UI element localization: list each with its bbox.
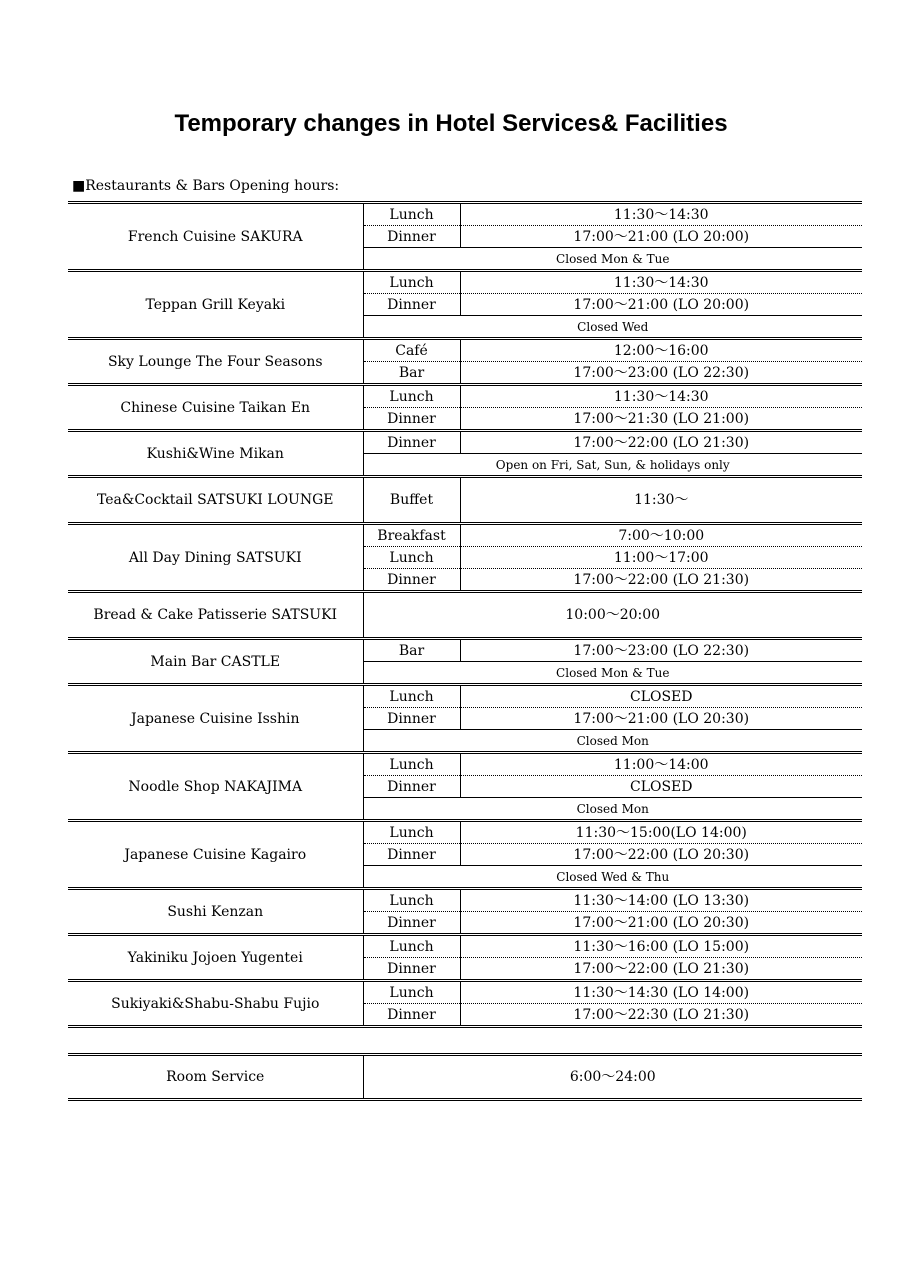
meal-label: Lunch — [363, 385, 460, 408]
restaurant-name: Sky Lounge The Four Seasons — [68, 339, 363, 385]
restaurant-name: Chinese Cuisine Taikan En — [68, 385, 363, 431]
meal-label: Dinner — [363, 776, 460, 798]
room-service-hours: 6:00〜24:00 — [569, 1069, 656, 1085]
meal-label: Buffet — [363, 477, 460, 524]
meal-label: Café — [363, 339, 460, 362]
closed-note: Closed Mon — [576, 733, 649, 748]
table-row — [68, 524, 862, 547]
restaurant-group — [68, 477, 862, 524]
room-service-row — [68, 1055, 862, 1100]
table-row — [68, 203, 862, 226]
meal-label: Bar — [363, 362, 460, 385]
hours-cell: 12:00〜16:00 — [460, 339, 862, 362]
restaurant-name: Sushi Kenzan — [68, 889, 363, 935]
closed-note: Closed Wed — [577, 319, 649, 334]
table-row — [68, 639, 862, 662]
restaurant-group — [68, 889, 862, 935]
restaurant-name: Teppan Grill Keyaki — [68, 271, 363, 339]
meal-label: Dinner — [363, 912, 460, 935]
restaurant-group — [68, 981, 862, 1027]
restaurant-name: Japanese Cuisine Kagairo — [68, 821, 363, 889]
hours-cell: 17:00〜22:00 (LO 20:30) — [460, 844, 862, 866]
meal-label: Lunch — [363, 271, 460, 294]
meal-label: Lunch — [363, 889, 460, 912]
hours-cell: 11:30〜16:00 (LO 15:00) — [460, 935, 862, 958]
restaurant-group — [68, 685, 862, 753]
hours-cell: 11:30〜14:30 — [460, 271, 862, 294]
restaurant-name: French Cuisine SAKURA — [68, 203, 363, 271]
meal-label: Dinner — [363, 408, 460, 431]
restaurant-name: Bread & Cake Patisserie SATSUKI — [68, 592, 363, 639]
closed-note: Closed Mon & Tue — [556, 251, 670, 266]
hours-cell: 11:30〜14:30 — [460, 385, 862, 408]
hours-cell: 17:00〜21:00 (LO 20:00) — [460, 294, 862, 316]
table-row — [68, 431, 862, 454]
meal-label: Dinner — [363, 708, 460, 730]
restaurant-name: Sukiyaki&Shabu-Shabu Fujio — [68, 981, 363, 1027]
restaurant-group — [68, 753, 862, 821]
restaurant-name: Kushi&Wine Mikan — [68, 431, 363, 477]
table-row — [68, 271, 862, 294]
table-row — [68, 753, 862, 776]
hours-cell: 11:00〜17:00 — [460, 547, 862, 569]
table-row — [68, 935, 862, 958]
room-service-table — [68, 1053, 862, 1101]
restaurant-name: Noodle Shop NAKAJIMA — [68, 753, 363, 821]
table-row — [68, 981, 862, 1004]
meal-label: Breakfast — [363, 524, 460, 547]
hours-cell: 11:30〜14:00 (LO 13:30) — [460, 889, 862, 912]
meal-label: Lunch — [363, 685, 460, 708]
table-row — [68, 821, 862, 844]
restaurant-group — [68, 592, 862, 639]
meal-label: Lunch — [363, 753, 460, 776]
meal-label: Lunch — [363, 935, 460, 958]
hours-cell: CLOSED — [460, 685, 862, 708]
restaurant-group — [68, 431, 862, 477]
hours-cell: 11:30〜14:30 — [460, 203, 862, 226]
hours-cell: 11:30〜 — [634, 492, 689, 508]
meal-label: Lunch — [363, 203, 460, 226]
hours-cell: 17:00〜22:30 (LO 21:30) — [573, 1006, 750, 1023]
page-title: Temporary changes in Hotel Services& Facilities — [174, 110, 728, 137]
hours-cell: 11:30〜14:30 (LO 14:00) — [460, 981, 862, 1004]
meal-label: Dinner — [363, 569, 460, 592]
hours-cell: 17:00〜23:00 (LO 22:30) — [460, 639, 862, 662]
restaurant-group — [68, 339, 862, 385]
table-row — [68, 339, 862, 362]
restaurant-name: All Day Dining SATSUKI — [68, 524, 363, 592]
closed-note: Open on Fri, Sat, Sun, & holidays only — [495, 457, 730, 472]
meal-label: Dinner — [363, 844, 460, 866]
meal-label: Dinner — [363, 226, 460, 248]
hours-cell: CLOSED — [460, 776, 862, 798]
hours-cell: 17:00〜21:30 (LO 21:00) — [573, 410, 750, 427]
restaurant-name: Main Bar CASTLE — [68, 639, 363, 685]
meal-label: Dinner — [363, 958, 460, 981]
table-row — [68, 385, 862, 408]
table-row — [68, 477, 862, 524]
hours-cell: 17:00〜21:00 (LO 20:00) — [460, 226, 862, 248]
meal-label: Lunch — [363, 981, 460, 1004]
table-row — [68, 889, 862, 912]
meal-label: Dinner — [363, 294, 460, 316]
hours-cell: 17:00〜21:00 (LO 20:30) — [460, 708, 862, 730]
restaurant-hours-table — [68, 201, 862, 1028]
closed-note: Closed Mon & Tue — [556, 665, 670, 680]
meal-label: Lunch — [363, 547, 460, 569]
restaurant-group — [68, 935, 862, 981]
restaurant-name: Japanese Cuisine Isshin — [68, 685, 363, 753]
meal-label: Bar — [363, 639, 460, 662]
hours-cell: 17:00〜21:00 (LO 20:30) — [573, 914, 750, 931]
restaurant-group — [68, 524, 862, 592]
restaurant-group — [68, 821, 862, 889]
hours-cell: 17:00〜22:00 (LO 21:30) — [573, 571, 750, 588]
table-row — [68, 685, 862, 708]
meal-label: Lunch — [363, 821, 460, 844]
hours-cell: 17:00〜22:00 (LO 21:30) — [460, 431, 862, 454]
meal-label: Dinner — [363, 431, 460, 454]
hours-cell: 10:00〜20:00 — [565, 607, 661, 623]
hours-cell: 11:30〜15:00(LO 14:00) — [460, 821, 862, 844]
restaurant-name: Yakiniku Jojoen Yugentei — [68, 935, 363, 981]
restaurant-group — [68, 639, 862, 685]
closed-note: Closed Wed & Thu — [556, 869, 670, 884]
room-service-name: Room Service — [68, 1055, 363, 1100]
hours-cell: 17:00〜23:00 (LO 22:30) — [573, 364, 750, 381]
restaurant-group — [68, 385, 862, 431]
closed-note: Closed Mon — [576, 801, 649, 816]
hours-cell: 17:00〜22:00 (LO 21:30) — [573, 960, 750, 977]
restaurant-group — [68, 271, 862, 339]
restaurant-group — [68, 203, 862, 271]
table-row — [68, 592, 862, 639]
meal-label: Dinner — [363, 1004, 460, 1027]
hours-cell: 11:00〜14:00 — [460, 753, 862, 776]
section-heading: ■Restaurants & Bars Opening hours: — [72, 178, 340, 194]
hours-cell: 7:00〜10:00 — [460, 524, 862, 547]
restaurant-name: Tea&Cocktail SATSUKI LOUNGE — [68, 477, 363, 524]
